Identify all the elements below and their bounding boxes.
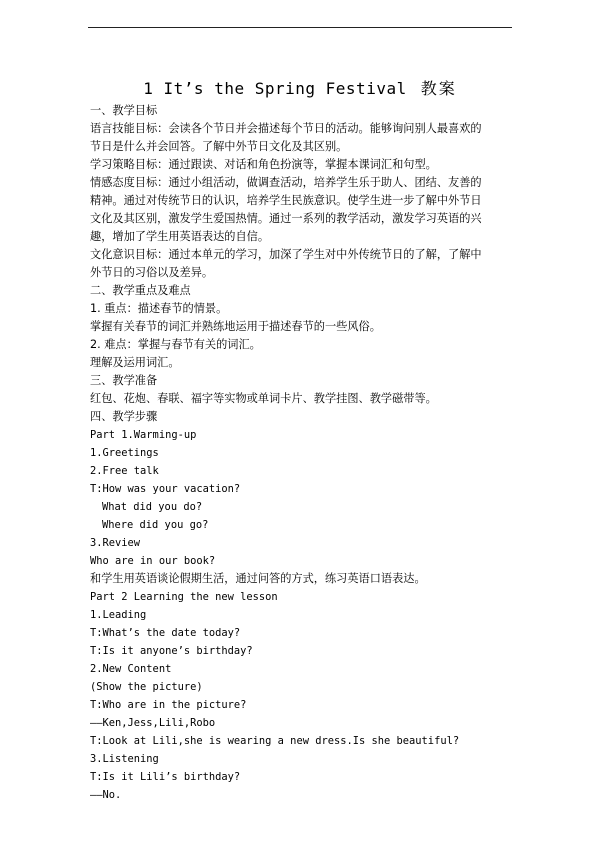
document-body [90,102,520,804]
text-line: 一、教学目标 [90,104,158,117]
text-line: 文化及其区别，激发学生爱国热情。通过一系列的教学活动，激发学习英语的兴 [90,212,482,225]
title-english: 1 It’s the Spring Festival [143,79,407,98]
text-line: (Show the picture) [90,681,203,693]
text-line: T:Is it Lili’s birthday? [90,771,241,783]
text-line: Who are in our book? [90,555,216,567]
text-line: 节日是什么并会回答。了解中外节日文化及其区别。 [90,140,348,153]
text-line: 理解及运用词汇。 [90,356,180,369]
text-line: T:Look at Lili,she is wearing a new dress.Is she beautiful? [90,735,460,747]
text-line: 学习策略目标：通过跟读、对话和角色扮演等，掌握本课词汇和句型。 [90,158,437,171]
text-line: 精神。通过对传统节日的认识，培养学生民族意识。使学生进一步了解中外节日 [90,194,482,207]
text-line: 外节日的习俗以及差异。 [90,266,214,279]
text-line: Part 1.Warming-up [90,429,197,441]
text-line: 三、教学准备 [90,374,158,387]
text-line: 2.New Content [90,663,172,675]
text-line: 1.Greetings [90,447,159,459]
document-title [0,76,600,99]
text-line: 四、教学步骤 [90,410,158,423]
text-line: Part 2 Learning the new lesson [90,591,278,603]
text-line: 二、教学重点及难点 [90,284,191,297]
text-line: 红包、花炮、春联、福字等实物或单词卡片、教学挂图、教学磁带等。 [90,392,437,405]
text-line: 情感态度目标：通过小组活动，做调查活动，培养学生乐于助人、团结、友善的 [90,176,482,189]
header-rule [88,27,512,28]
text-line: ——Ken,Jess,Lili,Robo [90,717,216,729]
text-line: T:Who are in the picture? [90,699,247,711]
text-line: 2.Free talk [90,465,159,477]
text-line: What did you do? [102,501,203,513]
text-line: 掌握有关春节的词汇并熟练地运用于描述春节的一些风俗。 [90,320,381,333]
text-line: 1. 重点：描述春节的情景。 [90,302,228,315]
text-line: ——No. [90,789,122,801]
text-line: 2. 难点：掌握与春节有关的词汇。 [90,338,261,351]
text-line: 语言技能目标：会读各个节日并会描述每个节日的活动。能够询问别人最喜欢的 [90,122,482,135]
text-line: 文化意识目标：通过本单元的学习，加深了学生对中外传统节日的了解，了解中 [90,248,482,261]
text-line: T:How was your vacation? [90,483,241,495]
text-line: 3.Review [90,537,141,549]
text-line: 趣，增加了学生用英语表达的自信。 [90,230,270,243]
text-line: Where did you go? [102,519,209,531]
text-line: T:What’s the date today? [90,627,241,639]
text-line: 3.Listening [90,753,159,765]
text-line: T:Is it anyone’s birthday? [90,645,253,657]
title-chinese: 教案 [420,79,457,98]
text-line: 和学生用英语谈论假期生活，通过问答的方式，练习英语口语表达。 [90,572,426,585]
text-line: 1.Leading [90,609,147,621]
